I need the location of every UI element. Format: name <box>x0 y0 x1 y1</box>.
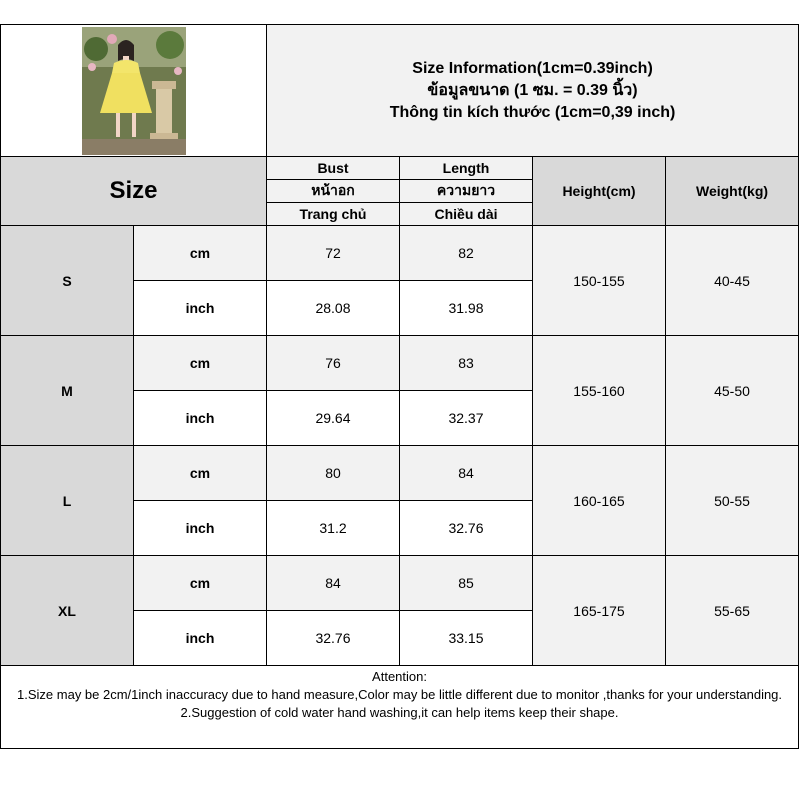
bust-value: 80 <box>267 446 400 501</box>
title-vietnamese: Thông tin kích thước (1cm=0,39 inch) <box>389 103 676 121</box>
length-header-en: Length <box>400 157 533 180</box>
weight-value: 45-50 <box>666 336 799 446</box>
length-value: 84 <box>400 446 533 501</box>
size-label: S <box>1 226 134 336</box>
size-table <box>0 24 799 749</box>
bust-value: 31.2 <box>267 501 400 556</box>
bust-value: 72 <box>267 226 400 281</box>
bust-value: 32.76 <box>267 611 400 666</box>
unit-label: inch <box>134 391 267 446</box>
size-information-title <box>267 25 799 157</box>
weight-value: 50-55 <box>666 446 799 556</box>
bust-value: 28.08 <box>267 281 400 336</box>
unit-label: inch <box>134 281 267 336</box>
size-label: M <box>1 336 134 446</box>
bust-value: 76 <box>267 336 400 391</box>
height-value: 155-160 <box>533 336 666 446</box>
yellow-dress-photo <box>82 27 186 155</box>
size-chart <box>0 24 798 749</box>
length-value: 32.37 <box>400 391 533 446</box>
weight-header: Weight(kg) <box>666 157 799 226</box>
attention-note-2: 2.Suggestion of cold water hand washing,it can help items keep their shape. <box>180 705 619 720</box>
attention-note-1: 1.Size may be 2cm/1inch inaccuracy due to hand measure,Color may be little different due to monitor ,thanks for your understanding. <box>17 687 783 702</box>
bust-value: 84 <box>267 556 400 611</box>
weight-value: 40-45 <box>666 226 799 336</box>
length-value: 82 <box>400 226 533 281</box>
product-photo-cell <box>1 25 267 157</box>
unit-label: cm <box>134 336 267 391</box>
attention-notes <box>1 666 799 749</box>
length-value: 32.76 <box>400 501 533 556</box>
unit-label: inch <box>134 501 267 556</box>
attention-heading: Attention: <box>372 669 427 684</box>
size-header: Size <box>1 157 267 226</box>
length-header-th: ความยาว <box>400 180 533 203</box>
height-header: Height(cm) <box>533 157 666 226</box>
height-value: 165-175 <box>533 556 666 666</box>
height-value: 150-155 <box>533 226 666 336</box>
unit-label: cm <box>134 556 267 611</box>
title-english: Size Information(1cm=0.39inch) <box>412 59 653 77</box>
title-thai: ข้อมูลขนาด (1 ซม. = 0.39 นิ้ว) <box>427 81 638 99</box>
height-value: 160-165 <box>533 446 666 556</box>
unit-label: inch <box>134 611 267 666</box>
unit-label: cm <box>134 226 267 281</box>
length-value: 83 <box>400 336 533 391</box>
size-label: XL <box>1 556 134 666</box>
weight-value: 55-65 <box>666 556 799 666</box>
bust-header-en: Bust <box>267 157 400 180</box>
bust-header-th: หน้าอก <box>267 180 400 203</box>
length-value: 33.15 <box>400 611 533 666</box>
size-label: L <box>1 446 134 556</box>
bust-header-vi: Trang chủ <box>267 203 400 226</box>
length-value: 31.98 <box>400 281 533 336</box>
length-value: 85 <box>400 556 533 611</box>
bust-value: 29.64 <box>267 391 400 446</box>
length-header-vi: Chiều dài <box>400 203 533 226</box>
unit-label: cm <box>134 446 267 501</box>
